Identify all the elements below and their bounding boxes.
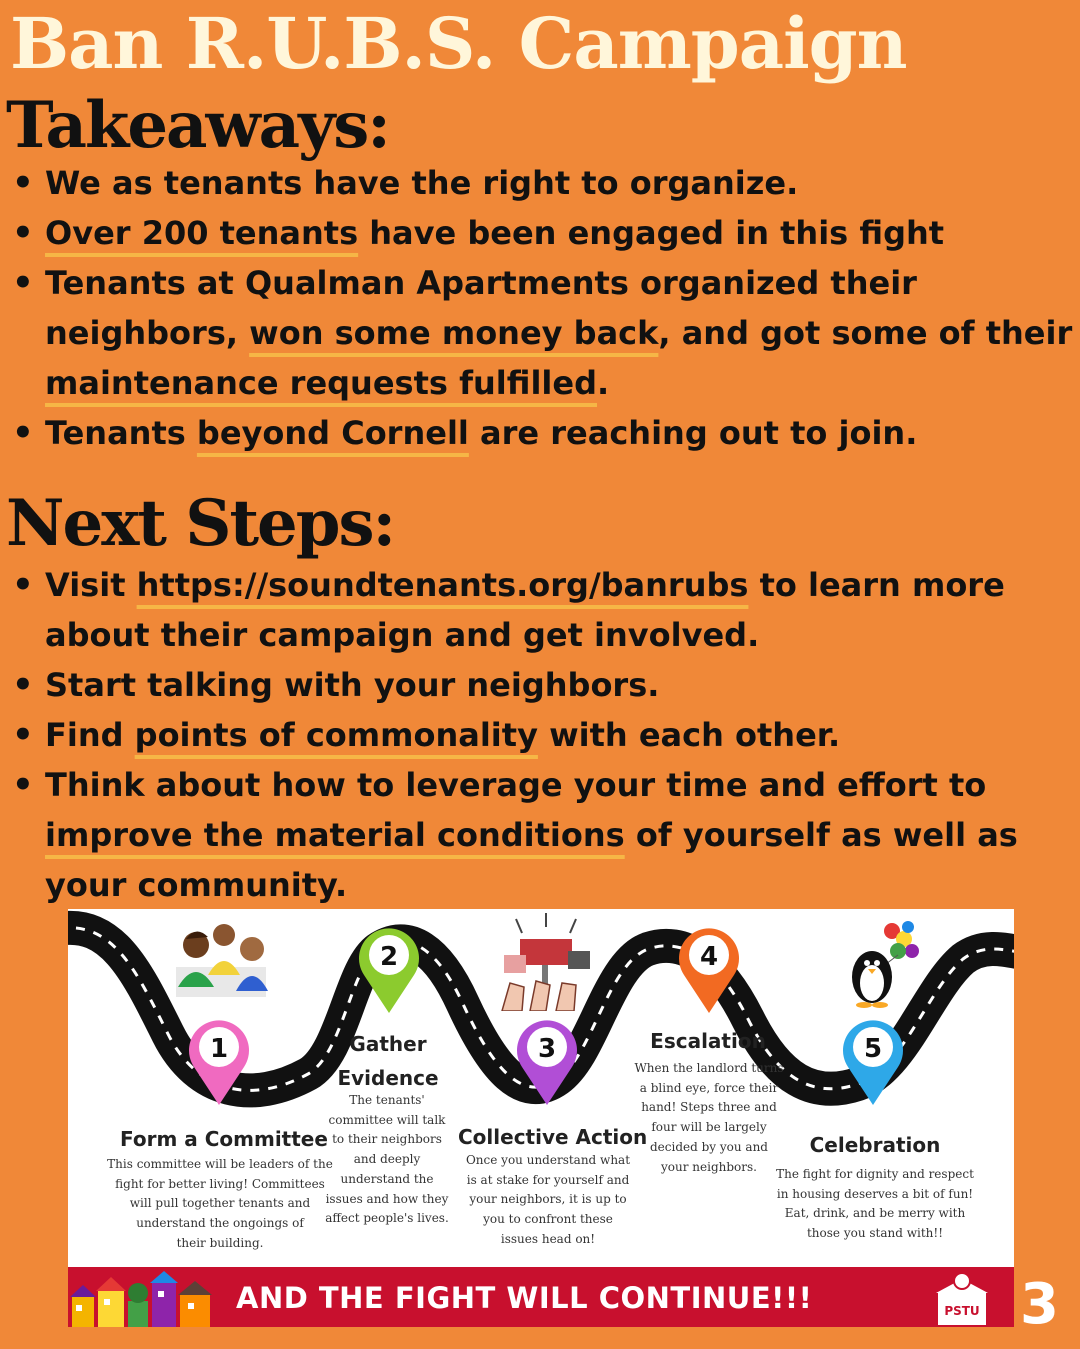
banner-text: AND THE FIGHT WILL CONTINUE!!!	[236, 1281, 813, 1315]
houses-icon	[68, 1267, 218, 1327]
next-steps-heading: Next Steps:	[6, 486, 395, 561]
step-5-marker	[838, 1013, 908, 1107]
step-number: 1	[209, 1034, 229, 1064]
list-item: • Tenants beyond Cornell are reaching out to join.	[10, 408, 1070, 458]
step-5-title: Celebration	[809, 1133, 941, 1157]
protest-signs-icon	[496, 911, 596, 1011]
list-item: • Find points of commonality with each other.	[10, 710, 1070, 760]
list-item: • Visit https://soundtenants.org/banrubs to learn more about their campaign and get involved.	[10, 560, 1070, 660]
page-title: Ban R.U.B.S. Campaign	[10, 2, 907, 85]
roadmap-infographic	[68, 909, 1014, 1327]
step-number: 2	[379, 942, 399, 972]
bottom-banner	[68, 1267, 1014, 1327]
step-2-description: The tenants' committee will talk to their neighbors and deeply understand the issues and how they affect people's lives.	[325, 1093, 449, 1226]
svg-text:PSTU: PSTU	[944, 1304, 980, 1318]
list-item: • Think about how to leverage your time and effort to improve the material conditions of yourself as well as your community.	[10, 760, 1070, 910]
step-4-title: Escalation	[650, 1029, 766, 1053]
penguin-balloons-icon	[842, 919, 922, 1009]
step-4-marker	[674, 921, 744, 1015]
list-item: • Over 200 tenants have been engaged in this fight	[10, 208, 1070, 258]
committee-people-icon	[166, 917, 276, 999]
list-item: • We as tenants have the right to organize.	[10, 158, 1070, 208]
step-3-marker	[512, 1013, 582, 1107]
pstu-logo	[930, 1271, 994, 1325]
step-3-title: Collective Action	[458, 1125, 648, 1149]
step-5-description: The fight for dignity and respect in housing deserves a bit of fun! Eat, drink, and be merry with those you stand with!!	[776, 1167, 974, 1241]
step-4-description: When the landlord turns a blind eye, force their hand! Steps three and four will be largely decided by you and your neighbors.	[634, 1061, 784, 1174]
step-1-marker	[184, 1013, 254, 1107]
step-number: 4	[699, 942, 719, 972]
step-2-title: Gather Evidence	[337, 1032, 439, 1090]
takeaways-heading: Takeaways:	[6, 88, 389, 163]
step-2-marker	[354, 921, 424, 1015]
banrubs-link[interactable]: https://soundtenants.org/banrubs	[136, 566, 749, 604]
takeaways-list	[10, 158, 1073, 458]
step-1-title: Form a Committee	[120, 1127, 328, 1151]
step-number: 3	[537, 1034, 557, 1064]
next-steps-list	[10, 560, 1070, 910]
list-item: • Tenants at Qualman Apartments organized their neighbors, won some money back, and got some of their maintenance requests fulfilled.	[10, 258, 1070, 408]
step-3-description: Once you understand what is at stake for yourself and your neighbors, it is up to you to confront these issues head on!	[465, 1153, 631, 1246]
list-item: • Start talking with your neighbors.	[10, 660, 1070, 710]
step-1-description: This committee will be leaders of the fight for better living! Committees will pull together tenants and understand the ongoings of their building.	[107, 1157, 333, 1250]
step-number: 5	[863, 1034, 883, 1064]
page-number: 3	[1020, 1272, 1059, 1337]
